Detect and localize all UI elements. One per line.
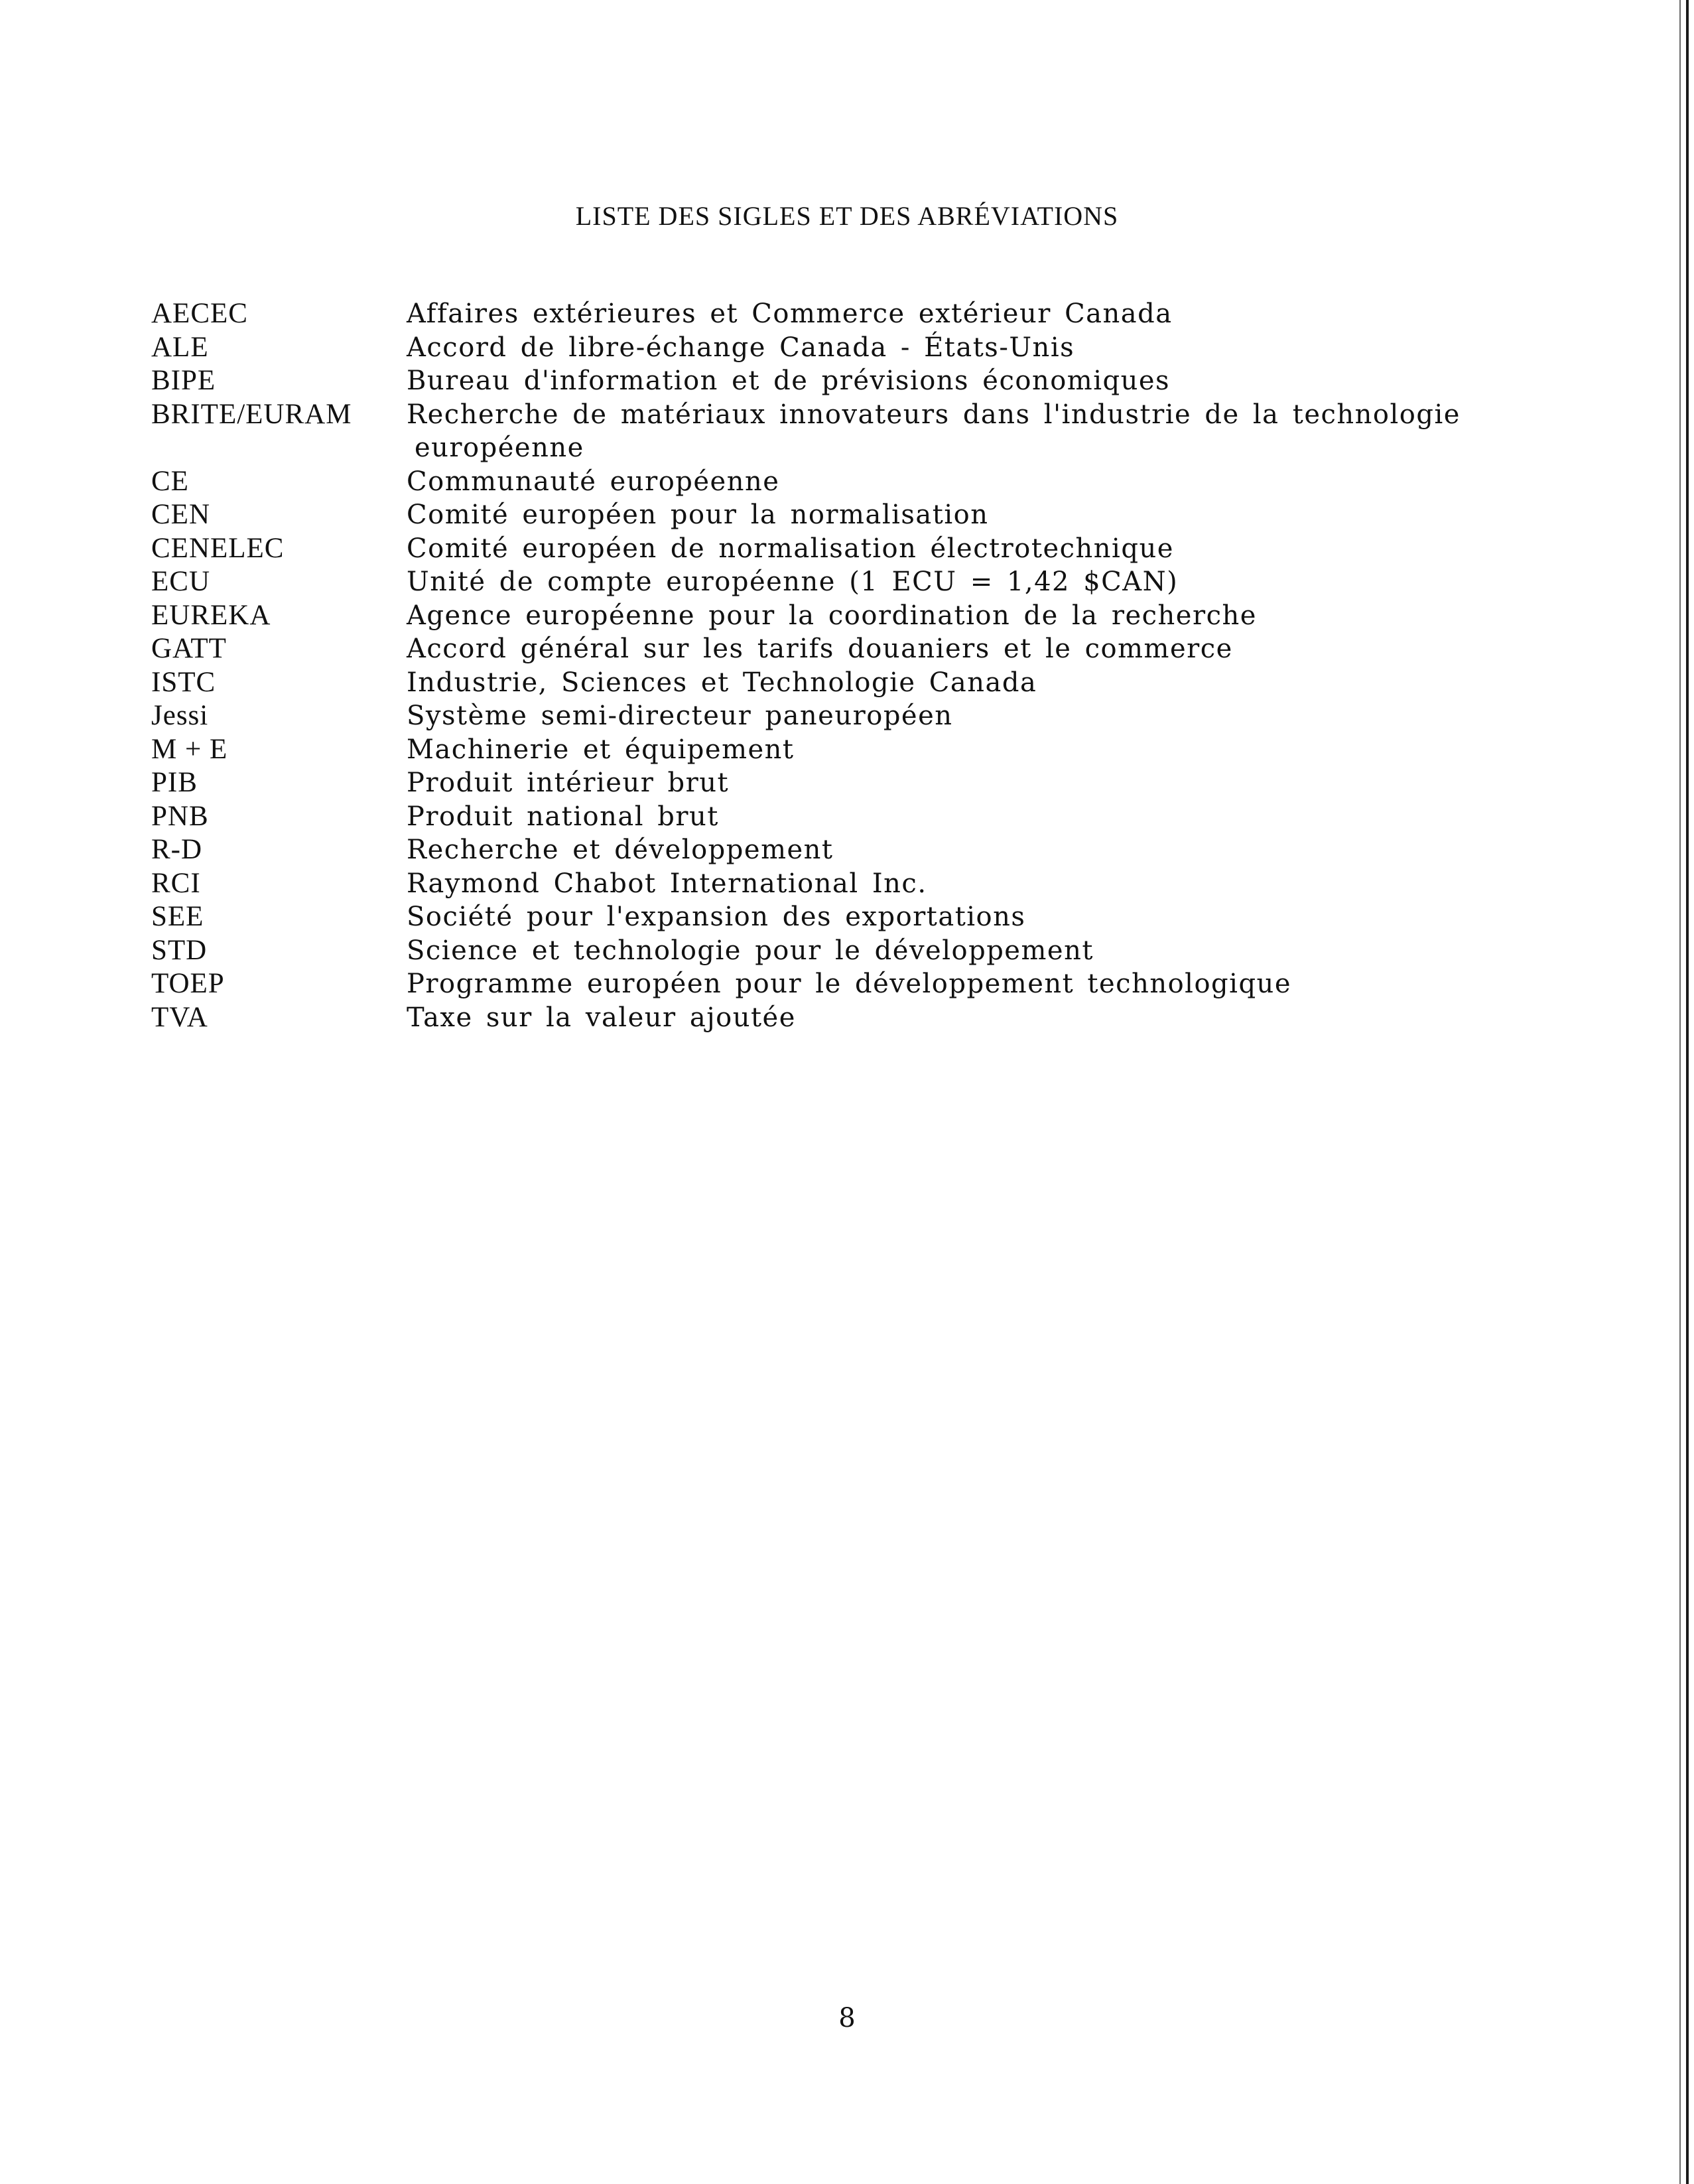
abbreviation-entry [151, 1001, 1544, 1035]
abbreviation-definition: Communauté européenne [407, 466, 780, 497]
abbreviation-term: TVA [151, 1001, 208, 1033]
abbreviation-definition: Système semi-directeur paneuropéen [407, 701, 953, 731]
abbreviation-definition: Machinerie et équipement [407, 734, 795, 765]
abbreviation-entry [151, 331, 1544, 365]
abbreviation-entry [151, 632, 1544, 666]
abbreviation-entry [151, 733, 1544, 767]
abbreviation-term: PIB [151, 767, 198, 798]
abbreviation-entry [151, 833, 1544, 867]
abbreviation-term: ISTC [151, 666, 216, 698]
abbreviation-list [151, 297, 1544, 1034]
abbreviation-entry [151, 934, 1544, 968]
abbreviation-definition: Unité de compte européenne (1 ECU = 1,42 $CAN) [407, 567, 1179, 597]
page-edge-shadow [1679, 0, 1681, 2184]
abbreviation-entry [151, 465, 1544, 499]
abbreviation-term: M + E [151, 733, 228, 765]
abbreviation-entry [151, 699, 1544, 733]
abbreviation-entry [151, 532, 1544, 566]
abbreviation-term: STD [151, 934, 208, 966]
abbreviation-definition: Science et technologie pour le développement [407, 935, 1094, 966]
abbreviation-entry [151, 398, 1544, 465]
page-edge-line [1686, 0, 1689, 2184]
abbreviation-definition: Produit intérieur brut [407, 768, 730, 798]
abbreviation-entry [151, 900, 1544, 934]
definition-line-2: européenne [415, 433, 584, 463]
abbreviation-definition: Agence européenne pour la coordination de la recherche [407, 600, 1257, 631]
abbreviation-term: GATT [151, 633, 227, 664]
abbreviation-term: RCI [151, 867, 201, 899]
abbreviation-term: CE [151, 465, 189, 497]
abbreviation-term: BIPE [151, 365, 216, 396]
abbreviation-definition: Recherche et développement [407, 835, 834, 865]
abbreviation-term: AECEC [151, 298, 248, 329]
abbreviation-entry [151, 498, 1544, 532]
abbreviation-entry [151, 599, 1544, 633]
abbreviation-entry [151, 297, 1544, 331]
page-title: LISTE DES SIGLES ET DES ABRÉVIATIONS [575, 201, 1119, 231]
abbreviation-term: CEN [151, 499, 210, 530]
abbreviation-entry [151, 800, 1544, 834]
abbreviation-term: EUREKA [151, 599, 271, 631]
page-number: 8 [838, 2003, 856, 2033]
abbreviation-term: Jessi [151, 700, 209, 731]
abbreviation-definition-multiline [407, 398, 1544, 465]
abbreviation-definition: Produit national brut [407, 801, 719, 832]
abbreviation-entry [151, 364, 1544, 398]
abbreviation-term: ALE [151, 331, 209, 363]
abbreviation-definition: Industrie, Sciences et Technologie Canada [407, 667, 1037, 698]
abbreviation-definition: Bureau d'information et de prévisions économiques [407, 366, 1171, 396]
abbreviation-definition: Comité européen pour la normalisation [407, 500, 989, 530]
abbreviation-definition: Affaires extérieures et Commerce extérieur Canada [407, 299, 1173, 329]
abbreviation-definition: Accord de libre-échange Canada - États-Unis [407, 332, 1075, 363]
abbreviation-term: CENELEC [151, 532, 285, 564]
definition-line-1: Recherche de matériaux innovateurs dans l'industrie de la technologie [407, 399, 1461, 430]
abbreviation-term: SEE [151, 901, 204, 932]
abbreviation-term: BRITE/EURAM [151, 398, 352, 430]
abbreviation-definition: Programme européen pour le développement technologique [407, 969, 1291, 999]
abbreviation-definition: Raymond Chabot International Inc. [407, 868, 927, 899]
abbreviation-entry [151, 766, 1544, 800]
abbreviation-entry [151, 967, 1544, 1001]
abbreviation-definition: Taxe sur la valeur ajoutée [407, 1002, 796, 1033]
abbreviation-term: PNB [151, 800, 209, 832]
abbreviation-entry [151, 565, 1544, 599]
abbreviation-entry [151, 867, 1544, 901]
abbreviation-entry [151, 666, 1544, 700]
abbreviation-term: ECU [151, 566, 210, 597]
abbreviation-definition: Société pour l'expansion des exportations [407, 902, 1026, 932]
abbreviation-definition: Comité européen de normalisation électrotechnique [407, 533, 1174, 564]
abbreviation-term: R-D [151, 834, 203, 865]
abbreviation-definition: Accord général sur les tarifs douaniers et le commerce [407, 634, 1233, 664]
abbreviation-term: TOEP [151, 968, 225, 999]
